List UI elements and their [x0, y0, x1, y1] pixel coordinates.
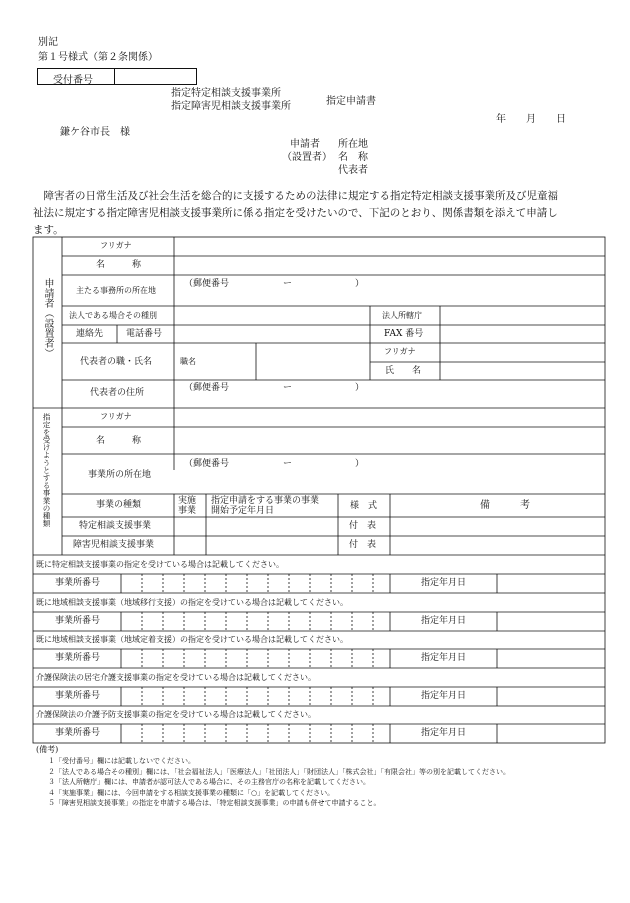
- existing-note: 既に地域相談支援事業（地域定着支援）の指定を受けている場合は記載してください。: [36, 635, 348, 644]
- main-office-label: 主たる事務所の所在地: [76, 286, 156, 295]
- fax-label: FAX 番号: [384, 329, 424, 339]
- existing-note: 既に特定相談支援事業の指定を受けている場合は記載してください。: [36, 560, 284, 569]
- office-number-label: 事業所番号: [55, 578, 101, 588]
- existing-note: 介護保険法の介護予防支援事業の指定を受けている場合は記載してください。: [36, 710, 316, 719]
- annex-label: 別記: [38, 37, 58, 48]
- designation-date-label: 指定年月日: [421, 691, 467, 701]
- note-item: ４「実施事業」欄には、今回申請をする相談支援事業の種類に「○」を記載してください。: [48, 788, 335, 797]
- office-number-label: 事業所番号: [55, 728, 101, 738]
- col-business-type: 事業の種類: [96, 500, 142, 510]
- applicant-name-label: 名 称: [338, 152, 368, 163]
- application-date: 年 月 日: [496, 114, 566, 125]
- applicant-name-label: 名 称: [96, 260, 142, 270]
- applicant-rep-label: 代表者: [338, 165, 368, 176]
- intro-line-1: 障害者の日常生活及び社会生活を総合的に支援するための法律に規定する指定特定相談支援事業所及び児童福: [33, 190, 558, 202]
- designation-date-label: 指定年月日: [421, 728, 467, 738]
- note-item: １「受付番号」欄には記載しないでください。: [48, 757, 195, 765]
- row-type-2: 障害児相談支援事業: [73, 540, 155, 550]
- contact-label: 連絡先: [76, 329, 104, 339]
- rep-title-label: 代表者の職・氏名: [80, 357, 153, 367]
- intro-line-2: 祉法に規定する指定障害児相談支援事業所に係る指定を受けたいので、下記のとおり、関係書類を添えて申請し: [33, 207, 558, 219]
- notes-heading: (備考): [36, 745, 59, 754]
- intro-line-3: ます。: [33, 224, 64, 236]
- title-short-label: 職名: [180, 357, 196, 366]
- designation-date-label: 指定年月日: [421, 653, 467, 663]
- rep-furigana-label: フリガナ: [384, 347, 416, 356]
- note-item: ３「法人所轄庁」欄には、申請者が認可法人である場合に、その主務官庁の名称を記載してください。: [48, 778, 370, 786]
- row-type-1: 特定相談支援事業: [79, 521, 152, 531]
- corp-type-label: 法人である場合その種別: [69, 311, 157, 320]
- document-title: 指定申請書: [326, 96, 376, 107]
- col-style: 様 式: [350, 501, 378, 511]
- col-start-date-1: 指定申請をする事業の事業: [211, 496, 320, 506]
- form-number: 第１号様式（第２条関係）: [38, 52, 158, 63]
- row-style-1: 付 表: [349, 521, 377, 531]
- row-style-2: 付 表: [349, 540, 377, 550]
- office-location-postal: （郵便番号 ー ）: [184, 459, 365, 469]
- rep-address-postal: （郵便番号 ー ）: [184, 383, 365, 393]
- phone-label: 電話番号: [126, 329, 163, 339]
- office-furigana-label: フリガナ: [100, 412, 132, 421]
- applicant-side-label: 申請者（設置者）: [42, 278, 53, 358]
- col-implemented-1: 実施: [178, 496, 197, 506]
- existing-note: 介護保険法の居宅介護支援事業の指定を受けている場合は記載してください。: [36, 673, 316, 682]
- office-name-label: 名 称: [96, 436, 142, 446]
- office-type-line2: 指定障害児相談支援事業所: [171, 101, 291, 112]
- applicant-label: 申請者: [290, 139, 320, 150]
- designation-date-label: 指定年月日: [421, 616, 467, 626]
- note-item: ５「障害児相談支援事業」の指定を申請する場合は、「特定相談支援事業」の申請も併せて申請すること。: [48, 799, 381, 807]
- rep-name-label: 氏 名: [385, 366, 422, 376]
- corp-office-label: 法人所轄庁: [382, 311, 422, 320]
- furigana-label: フリガナ: [100, 241, 132, 250]
- office-location-label: 事業所の所在地: [88, 470, 152, 480]
- office-number-label: 事業所番号: [55, 653, 101, 663]
- notes-list: [48, 757, 510, 810]
- col-implemented-2: 事業: [178, 506, 197, 516]
- designation-date-label: 指定年月日: [421, 578, 467, 588]
- receipt-number-label: 受付番号: [53, 75, 93, 86]
- col-remarks: 備 考: [480, 500, 530, 511]
- existing-note: 既に地域相談支援事業（地域移行支援）の指定を受けている場合は記載してください。: [36, 598, 348, 607]
- main-office-postal: （郵便番号 ー ）: [184, 279, 365, 289]
- note-item: ２「法人である場合その種別」欄には、「社会福祉法人」「医療法人」「社団法人」「財団法人」「株式会社」「有限会社」等の別を記載してください。: [48, 767, 510, 776]
- applicant-sub-label: （設置者）: [282, 152, 332, 163]
- rep-address-label: 代表者の住所: [90, 388, 145, 398]
- col-start-date-2: 開始予定年月日: [211, 506, 275, 516]
- office-side-label: 指定を受けようとする事業の種類: [42, 413, 51, 527]
- office-number-label: 事業所番号: [55, 616, 101, 626]
- addressee: 鎌ケ谷市長 様: [60, 127, 130, 138]
- applicant-address-label: 所在地: [338, 139, 368, 150]
- office-type-line1: 指定特定相談支援事業所: [171, 88, 281, 99]
- office-number-label: 事業所番号: [55, 691, 101, 701]
